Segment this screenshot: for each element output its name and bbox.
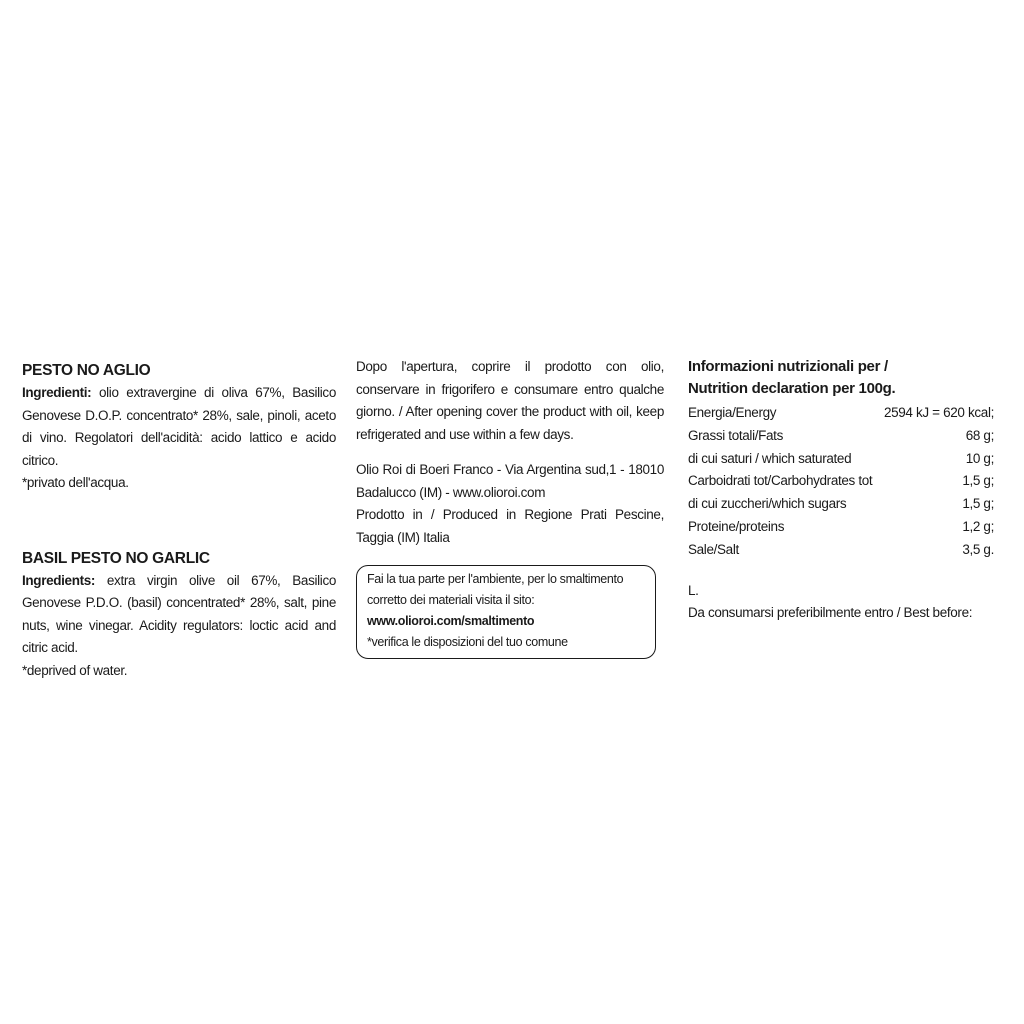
basil-ingredients-label: Ingredients: — [22, 572, 96, 588]
storage-instructions: Dopo l'apertura, coprire il prodotto con olio, conservare in frigorifero e consumare entro qualche giorno. / After opening cover the product with oil, keep refrigerated and use within a few days. — [356, 359, 664, 442]
basil-title: BASIL PESTO NO GARLIC — [22, 549, 210, 567]
nutrition-row — [688, 448, 994, 471]
lot-number: L. — [688, 582, 699, 598]
pesto-note: *privato dell'acqua. — [22, 475, 129, 490]
nutrition-value: 2594 kJ = 620 kcal; — [883, 405, 994, 420]
nutrition-row — [688, 470, 994, 493]
storage-column — [356, 356, 664, 659]
nutrition-value: 3,5 g. — [962, 541, 994, 557]
recycling-box — [356, 565, 656, 659]
ingredients-column — [22, 356, 336, 682]
pesto-ingredients-label: Ingredienti: — [22, 385, 92, 400]
pesto-block — [22, 360, 336, 495]
recycling-text: Fai la tua parte per l'ambiente, per lo smaltimento corretto dei materiali visita il sito: — [367, 572, 624, 607]
best-before: Da consumarsi preferibilmente entro / Best before: — [688, 605, 973, 621]
nutrition-row — [688, 425, 994, 448]
nutrition-label: Proteine/proteins — [688, 518, 785, 534]
nutrition-value: 10 g; — [965, 450, 994, 466]
basil-ingredients-text: extra virgin olive oil 67%, Basilico Genovese P.D.O. (basil) concentrated* 28%, salt, pine nuts, wine vinegar. Acidity regulators: loctic acid and citric acid. — [22, 572, 336, 655]
basil-block — [22, 548, 336, 683]
recycling-url: www.olioroi.com/smaltimento — [367, 614, 535, 628]
recycling-note: *verifica le disposizioni del tuo comune — [367, 635, 568, 649]
nutrition-label: di cui zuccheri/which sugars — [688, 496, 847, 512]
pesto-ingredients-text: olio extravergine di oliva 67%, Basilico Genovese D.O.P. concentrato* 28%, sale, pinoli, aceto di vino. Regolatori dell'acidità: acido lattico e acido citrico. — [22, 385, 336, 468]
pesto-ingredients — [22, 382, 336, 472]
nutrition-value: 1,5 g; — [962, 496, 994, 512]
nutrition-title-line2: Nutrition declaration per 100g. — [688, 380, 896, 397]
nutrition-row — [688, 493, 994, 516]
nutrition-row — [688, 539, 994, 562]
nutrition-label: Grassi totali/Fats — [688, 427, 783, 443]
nutrition-title-line1: Informazioni nutrizionali per / — [688, 358, 888, 375]
nutrition-label: Sale/Salt — [688, 541, 739, 557]
nutrition-label: di cui saturi / which saturated — [688, 450, 852, 466]
nutrition-row — [688, 516, 994, 539]
pesto-title: PESTO NO AGLIO — [22, 362, 151, 379]
nutrition-row — [688, 402, 994, 425]
nutrition-table — [688, 402, 994, 562]
nutrition-value: 68 g; — [965, 427, 994, 443]
nutrition-label: Carboidrati tot/Carbohydrates tot — [688, 473, 873, 489]
basil-ingredients — [22, 570, 336, 660]
nutrition-value: 1,2 g; — [962, 518, 994, 534]
basil-note: *deprived of water. — [22, 662, 128, 678]
producer-info: Olio Roi di Boeri Franco - Via Argentina sud,1 - 18010 Badalucco (IM) - www.olioroi.com — [356, 462, 664, 500]
nutrition-title — [688, 356, 994, 400]
product-label — [22, 356, 994, 676]
produced-in: Prodotto in / Produced in Regione Prati Pescine, Taggia (IM) Italia — [356, 507, 664, 545]
nutrition-label: Energia/Energy — [688, 405, 777, 420]
nutrition-column — [688, 356, 994, 625]
nutrition-value: 1,5 g; — [962, 473, 994, 489]
